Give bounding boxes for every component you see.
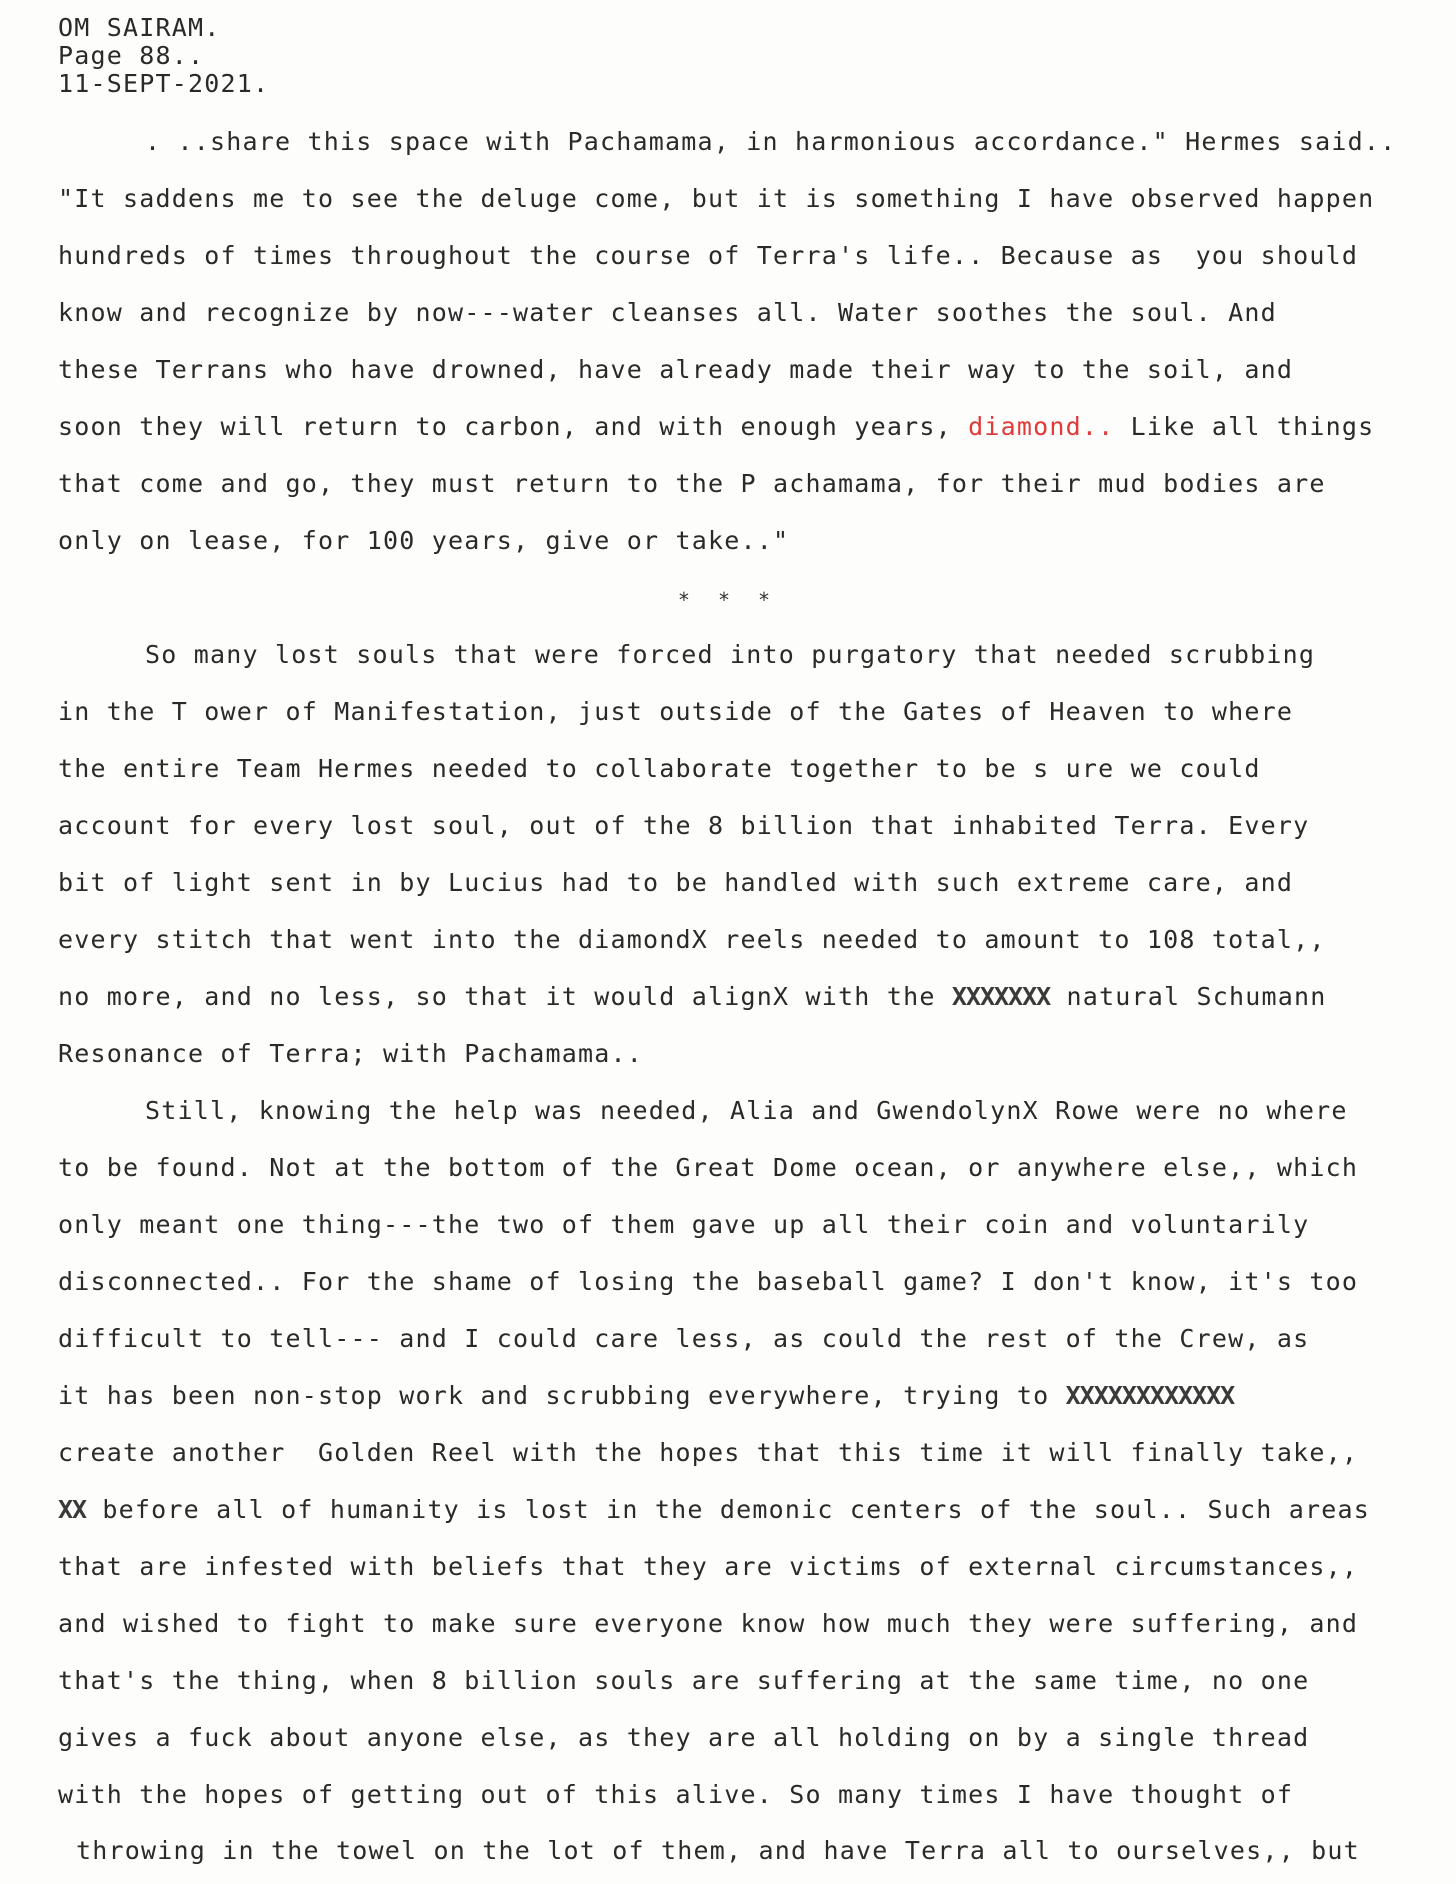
text-line bbox=[58, 982, 1428, 1012]
header-title: OM SAIRAM. bbox=[58, 13, 221, 42]
struck-text: XXXXXXXXXXXX bbox=[1065, 1381, 1235, 1410]
text-line: know and recognize by now---water cleanses all. Water soothes the soul. And bbox=[58, 298, 1277, 327]
header-date: 11-SEPT-2021. bbox=[58, 69, 270, 98]
text-line: "It saddens me to see the deluge come, but it is something I have observed happen bbox=[58, 184, 1375, 213]
text-line: disconnected.. For the shame of losing the baseball game? I don't know, it's too bbox=[58, 1267, 1359, 1296]
text-line: gives a fuck about anyone else, as they are all holding on by a single thread bbox=[58, 1723, 1310, 1752]
text-line: difficult to tell--- and I could care less, as could the rest of the Crew, as bbox=[58, 1324, 1310, 1353]
text-line: every stitch that went into the diamondX reels needed to amount to 108 total,, bbox=[58, 925, 1326, 954]
text-line: to be found. Not at the bottom of the Great Dome ocean, or anywhere else,, which bbox=[58, 1153, 1359, 1182]
text-line: So many lost souls that were forced into purgatory that needed scrubbing bbox=[145, 640, 1316, 669]
text-line: that are infested with beliefs that they are victims of external circumstances,, bbox=[58, 1552, 1359, 1581]
highlighted-word: diamond.. bbox=[968, 412, 1115, 441]
text-line: these Terrans who have drowned, have already made their way to the soil, and bbox=[58, 355, 1294, 384]
text-line: only meant one thing---the two of them gave up all their coin and voluntarily bbox=[58, 1210, 1310, 1239]
text-line: that come and go, they must return to the P achamama, for their mud bodies are bbox=[58, 469, 1326, 498]
text-segment: no more, and no less, so that it would alignX with the bbox=[58, 982, 936, 1011]
text-line: the entire Team Hermes needed to collaborate together to be s ure we could bbox=[58, 754, 1261, 783]
text-segment: before all of humanity is lost in the demonic centers of the soul.. Such areas bbox=[102, 1495, 1370, 1524]
text-segment: natural Schumann bbox=[1066, 982, 1327, 1011]
struck-text: XX bbox=[58, 1495, 87, 1524]
text-line bbox=[58, 412, 1428, 442]
text-segment: it has been non-stop work and scrubbing everywhere, trying to bbox=[58, 1381, 1050, 1410]
text-line: throwing in the towel on the lot of them, and have Terra all to ourselves,, but bbox=[76, 1836, 1360, 1865]
text-line: Still, knowing the help was needed, Alia and GwendolynX Rowe were no where bbox=[145, 1096, 1348, 1125]
text-line bbox=[58, 1495, 1428, 1525]
text-line: in the T ower of Manifestation, just outside of the Gates of Heaven to where bbox=[58, 697, 1294, 726]
text-line: . ..share this space with Pachamama, in harmonious accordance." Hermes said.. bbox=[145, 127, 1397, 156]
text-line: account for every lost soul, out of the 8 billion that inhabited Terra. Every bbox=[58, 811, 1310, 840]
section-separator: * * * bbox=[677, 588, 779, 612]
text-segment: Like all things bbox=[1130, 412, 1375, 441]
text-line: and wished to fight to make sure everyone know how much they were suffering, and bbox=[58, 1609, 1359, 1638]
struck-text: XXXXXXX bbox=[951, 982, 1051, 1011]
text-line: create another Golden Reel with the hopes that this time it will finally take,, bbox=[58, 1438, 1359, 1467]
text-line: hundreds of times throughout the course of Terra's life.. Because as you should bbox=[58, 241, 1359, 270]
text-line: Resonance of Terra; with Pachamama.. bbox=[58, 1039, 644, 1068]
text-line: bit of light sent in by Lucius had to be handled with such extreme care, and bbox=[58, 868, 1294, 897]
header-page-number: Page 88.. bbox=[58, 41, 205, 70]
text-segment: soon they will return to carbon, and with enough years, bbox=[58, 412, 952, 441]
text-line: that's the thing, when 8 billion souls are suffering at the same time, no one bbox=[58, 1666, 1310, 1695]
text-line: only on lease, for 100 years, give or take.." bbox=[58, 526, 790, 555]
text-line: with the hopes of getting out of this alive. So many times I have thought of bbox=[58, 1780, 1294, 1809]
text-line bbox=[58, 1381, 1428, 1411]
